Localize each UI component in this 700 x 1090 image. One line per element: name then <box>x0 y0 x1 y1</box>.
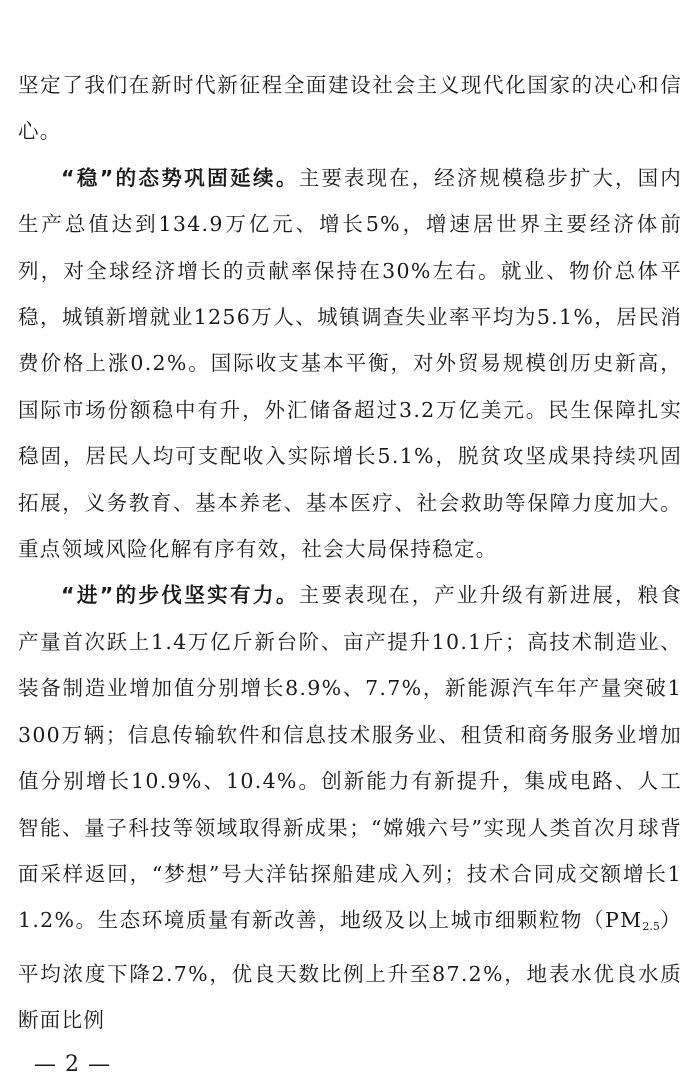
paragraph-progress-text-b: ）平均浓度下降2.7%，优良天数比例上升至87.2%，地表水优良水质断面比例 <box>18 908 682 1033</box>
paragraph-stability <box>18 155 682 573</box>
paragraph-progress <box>18 572 682 1043</box>
paragraph-1-text: 坚定了我们在新时代新征程全面建设社会主义现代化国家的决心和信心。 <box>18 73 682 144</box>
page-number: — 2 — <box>34 1052 111 1077</box>
paragraph-progress-text-a: 主要表现在，产业升级有新进展，粮食产量首次跃上1.4万亿斤新台阶、亩产提升10.1斤；高技术制造业、装备制造业增加值分别增长8.9%、7.7%，新能源汽车年产量突破1300万辆；信息传输软件和信息技术服务业、租赁和商务服务业增加值分别增长10.9%、10.4%。创新能力有新提升，集成电路、人工智能、量子科技等领域取得新成果；“嫦娥六号”实现人类首次月球背面采样返回，“梦想”号大洋钻探船建成入列；技术合同成交额增长11.2%。生态环境质量有新改善，地级及以上城市细颗粒物（PM <box>18 583 682 933</box>
document-page <box>18 62 682 1044</box>
paragraph-stability-text: 主要表现在，经济规模稳步扩大，国内生产总值达到134.9万亿元、增长5%，增速居世界主要经济体前列，对全球经济增长的贡献率保持在30%左右。就业、物价总体平稳，城镇新增就业1256万人、城镇调查失业率平均为5.1%，居民消费价格上涨0.2%。国际收支基本平衡，对外贸易规模创历史新高，国际市场份额稳中有升，外汇储备超过3.2万亿美元。民生保障扎实稳固，居民人均可支配收入实际增长5.1%，脱贫攻坚成果持续巩固拓展，义务教育、基本养老、基本医疗、社会救助等保障力度加大。重点领域风险化解有序有效，社会大局保持稳定。 <box>18 165 682 562</box>
pm-subscript: 2.5 <box>642 920 660 934</box>
paragraph-1 <box>18 62 682 155</box>
heading-progress: “进”的步伐坚实有力。 <box>61 583 299 608</box>
heading-stability: “稳”的态势巩固延续。 <box>61 165 299 190</box>
